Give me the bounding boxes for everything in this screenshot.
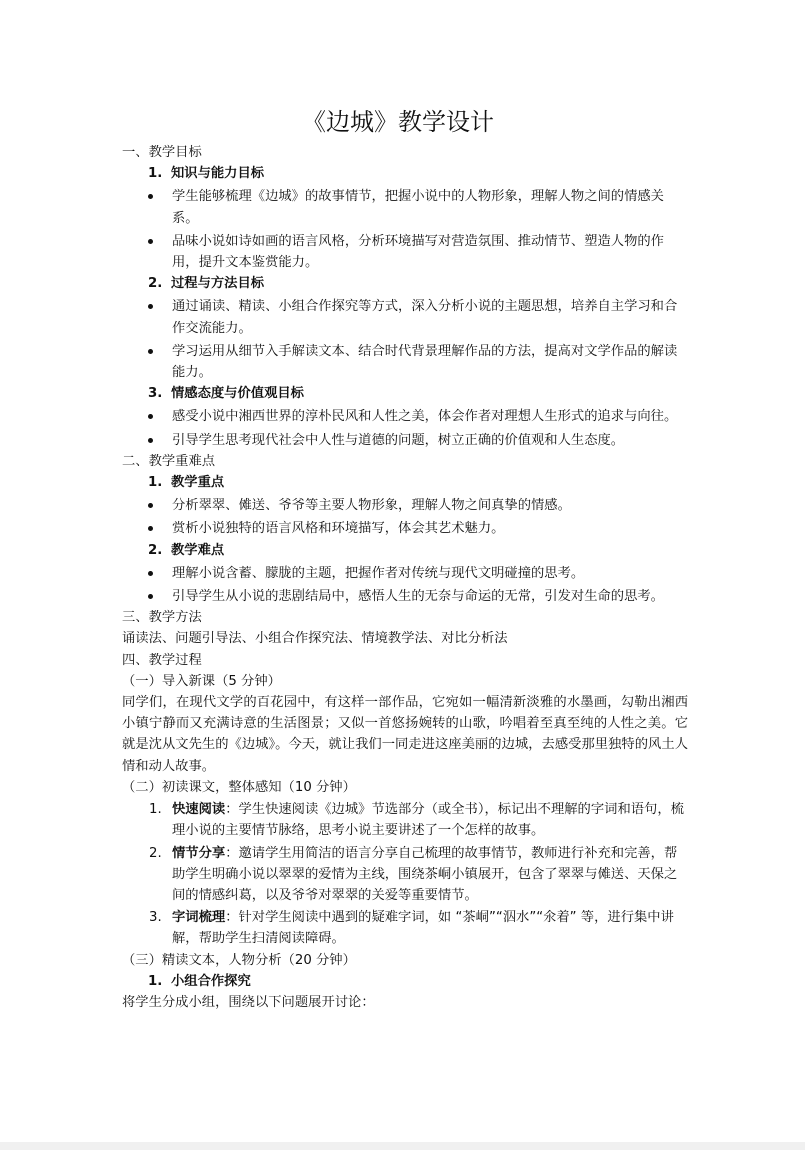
methods-text: 诵读法、问题引导法、小组合作探究法、情境教学法、对比分析法 xyxy=(122,631,508,647)
subheading: 1. 知识与能力目标 xyxy=(148,166,265,182)
bullet-icon xyxy=(148,414,153,419)
subheading: 2. 教学难点 xyxy=(148,542,225,558)
bullet-icon xyxy=(148,594,153,599)
subheading: 2. 过程与方法目标 xyxy=(148,276,265,292)
section-heading: 四、教学过程 xyxy=(122,652,202,668)
discussion-intro: 将学生分成小组，围绕以下问题展开讨论： xyxy=(122,994,375,1010)
bullet-item: 学生能够梳理《边城》的故事情节，把握小说中的人物形象，理解人物之间的情感关系。 xyxy=(122,186,688,228)
intro-paragraph: 同学们，在现代文学的百花园中，有这样一部作品，它宛如一幅清新淡雅的水墨画，勾勒出湘西小镇宁静而又充满诗意的生活图景；又似一首悠扬婉转的山歌，吟唱着至真至纯的人性之美。它就是沈从文先生的《边城》。今天，就让我们一同走进这座美丽的边城，去感受那里独特的风土人情和动人故事。 xyxy=(122,695,688,774)
bullet-item: 通过诵读、精读、小组合作探究等方式，深入分析小说的主题思想，培养自主学习和合作交流能力。 xyxy=(122,296,688,338)
step-item: 1. 快速阅读：学生快速阅读《边城》节选部分（或全书），标记出不理解的字词和语句，梳理小说的主要情节脉络，思考小说主要讲述了一个怎样的故事。 xyxy=(149,802,684,839)
bullet-icon xyxy=(148,438,153,443)
phase-heading: （三）精读文本，人物分析（20 分钟） xyxy=(122,952,356,968)
bullet-icon xyxy=(148,503,153,508)
bullet-item: 赏析小说独特的语言风格和环境描写，体会其艺术魅力。 xyxy=(122,518,688,539)
bullet-icon xyxy=(148,239,153,244)
bullet-item: 引导学生思考现代社会中人性与道德的问题，树立正确的价值观和人生态度。 xyxy=(122,430,688,451)
step-item: 2. 情节分享：邀请学生用简洁的语言分享自己梳理的故事情节，教师进行补充和完善，帮助学生明确小说以翠翠的爱情为主线，围绕茶峒小镇展开，包含了翠翠与傩送、天保之间的情感纠葛，以及爷爷对翠翠的关爱等重要情节。 xyxy=(149,845,678,903)
bullet-item: 感受小说中湘西世界的淳朴民风和人性之美，体会作者对理想人生形式的追求与向往。 xyxy=(122,406,688,427)
bullet-icon xyxy=(148,304,153,309)
section-heading: 二、教学重难点 xyxy=(122,453,216,469)
bullet-item: 理解小说含蓄、朦胧的主题，把握作者对传统与现代文明碰撞的思考。 xyxy=(122,563,688,584)
section-heading: 一、教学目标 xyxy=(122,145,202,160)
bullet-item: 品味小说如诗如画的语言风格，分析环境描写对营造氛围、推动情节、塑造人物的作用，提升文本鉴赏能力。 xyxy=(122,231,688,273)
document-body xyxy=(122,106,688,1013)
phase-heading: （一）导入新课（5 分钟） xyxy=(122,673,281,689)
bullet-item: 学习运用从细节入手解读文本、结合时代背景理解作品的方法，提高对文学作品的解读能力。 xyxy=(122,341,688,383)
subheading: 3. 情感态度与价值观目标 xyxy=(148,386,304,402)
bullet-icon xyxy=(148,194,153,199)
bullet-item: 引导学生从小说的悲剧结局中，感悟人生的无奈与命运的无常，引发对生命的思考。 xyxy=(122,586,688,607)
bullet-item: 分析翠翠、傩送、爷爷等主要人物形象，理解人物之间真挚的情感。 xyxy=(122,495,688,516)
step-item: 3. 字词梳理：针对学生阅读中遇到的疑难字词，如 “茶峒”“泅水”“氽着” 等，进行集中讲解，帮助学生扫清阅读障碍。 xyxy=(149,910,674,947)
section-heading: 三、教学方法 xyxy=(122,610,202,626)
phase-heading: （二）初读课文，整体感知（10 分钟） xyxy=(122,779,356,795)
subheading: 1. 小组合作探究 xyxy=(148,973,251,989)
bullet-icon xyxy=(148,526,153,531)
subheading: 1. 教学重点 xyxy=(148,475,225,491)
bullet-icon xyxy=(148,571,153,576)
page-bottom-edge xyxy=(0,1142,805,1150)
document-title: 《边城》教学设计 xyxy=(302,108,494,136)
bullet-icon xyxy=(148,349,153,354)
